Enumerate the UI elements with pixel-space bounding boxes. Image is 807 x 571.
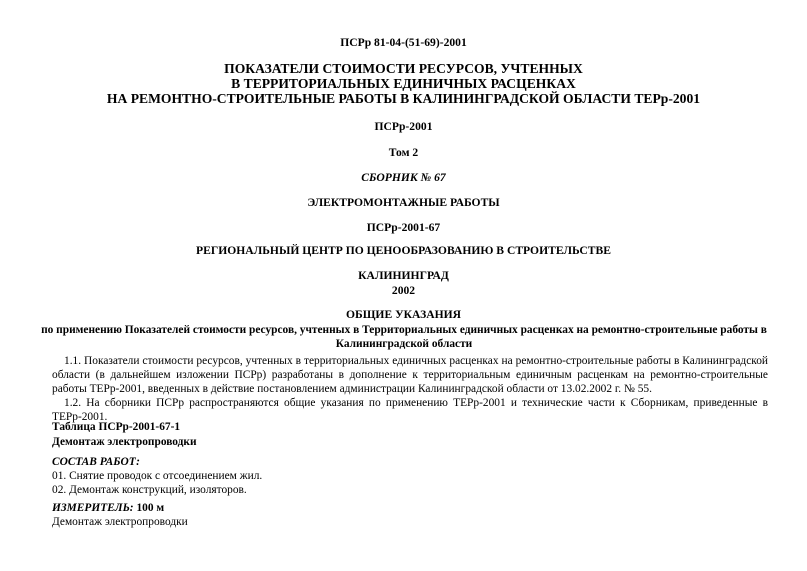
- publication-year: 2002: [391, 284, 416, 297]
- paragraph-1-1: 1.1. Показатели стоимости ресурсов, учтенных в территориальных единичных расценках на ремонтно-строительные работы в Калининградской области (в дальнейшем изложении ПСРр) разработаны в дополнение к территориальным единичным расценкам на ремонтно-строительные работы ТЕРр-2001, введенных в действие постановлением администрации Калининградской области от 13.02.2002 г. № 55.: [52, 355, 768, 395]
- title-line: ПОКАЗАТЕЛИ СТОИМОСТИ РЕСУРСОВ, УЧТЕННЫХ: [224, 61, 583, 76]
- composition-item: 02. Демонтаж конструкций, изоляторов.: [52, 484, 247, 496]
- document-title: [0, 61, 807, 106]
- work-type: ЭЛЕКТРОМОНТАЖНЫЕ РАБОТЫ: [307, 196, 500, 209]
- composition-heading: СОСТАВ РАБОТ:: [52, 456, 140, 468]
- city-name: КАЛИНИНГРАД: [358, 269, 449, 282]
- item-name: Демонтаж электропроводки: [52, 516, 188, 528]
- paragraph-1-2: 1.2. На сборники ПСРр распространяются общие указания по применению ТЕРр-2001 и технические части к Сборникам, приведенные в ТЕРр-2001.: [52, 397, 768, 423]
- meter-line: [52, 501, 164, 515]
- document-code: ПСРр 81-04-(51-69)-2001: [340, 36, 467, 49]
- collection-code: ПСРр-2001-67: [366, 221, 441, 234]
- general-subheading: по применению Показателей стоимости ресурсов, учтенных в Территориальных единичных расценках на ремонтно-строительные работы в Калининградской области: [41, 324, 767, 350]
- title-line: В ТЕРРИТОРИАЛЬНЫХ ЕДИНИЧНЫХ РАСЦЕНКАХ: [231, 76, 576, 91]
- composition-item: 01. Снятие проводок с отсоединением жил.: [52, 470, 263, 482]
- meter-value: 100 м: [136, 502, 165, 514]
- table-label: Таблица ПСРр-2001-67-1: [52, 421, 181, 433]
- series-code: ПСРр-2001: [374, 120, 433, 133]
- organization-name: РЕГИОНАЛЬНЫЙ ЦЕНТР ПО ЦЕНООБРАЗОВАНИЮ В СТРОИТЕЛЬСТВЕ: [196, 244, 611, 257]
- title-line: НА РЕМОНТНО-СТРОИТЕЛЬНЫЕ РАБОТЫ В КАЛИНИНГРАДСКОЙ ОБЛАСТИ ТЕРр-2001: [106, 91, 701, 106]
- volume-label: Том 2: [388, 146, 419, 159]
- general-heading: ОБЩИЕ УКАЗАНИЯ: [346, 308, 461, 321]
- table-name: Демонтаж электропроводки: [52, 436, 197, 448]
- meter-label: ИЗМЕРИТЕЛЬ:: [52, 502, 134, 514]
- collection-number: СБОРНИК № 67: [361, 171, 446, 184]
